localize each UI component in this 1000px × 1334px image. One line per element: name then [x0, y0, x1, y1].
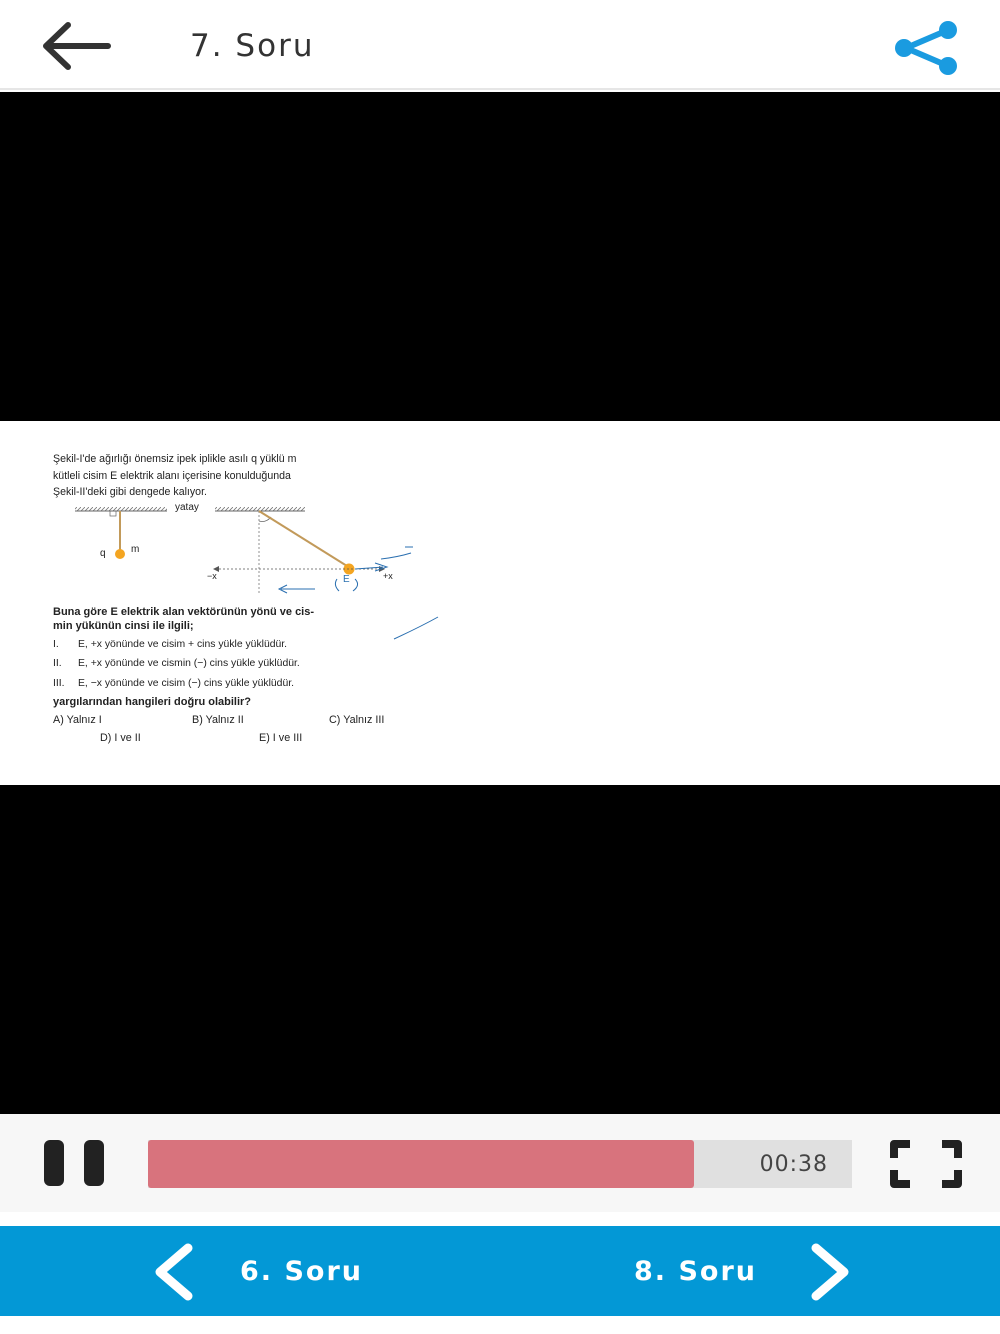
- pause-icon: [84, 1140, 104, 1186]
- next-question-button[interactable]: [620, 1226, 880, 1316]
- mass-label: m: [131, 543, 140, 555]
- question-ask: yargılarından hangileri doğru olabilir?: [53, 696, 252, 708]
- vector-label: E: [343, 573, 350, 585]
- prev-question-button[interactable]: [140, 1226, 400, 1316]
- video-player[interactable]: [0, 92, 1000, 1114]
- question-figure: [53, 503, 433, 599]
- prev-question-label: 6. Soru: [240, 1256, 363, 1287]
- plus-x-label: +x: [383, 570, 393, 581]
- statement-item: III. E, −x yönünde ve cisim (−) cins yükle yüklüdür.: [53, 677, 294, 689]
- fullscreen-button[interactable]: [890, 1140, 962, 1188]
- share-icon: [888, 18, 964, 78]
- charge-label: q: [100, 547, 106, 559]
- page-title: 7. Soru: [190, 28, 315, 64]
- pendulum-diagram: [53, 503, 433, 599]
- progress-fill: [148, 1140, 694, 1188]
- ceiling-label: yatay: [175, 501, 199, 513]
- option-c: C) Yalnız III: [329, 714, 385, 726]
- arrow-left-icon: [38, 21, 112, 71]
- question-nav: [0, 1226, 1000, 1316]
- option-d: D) I ve II: [100, 732, 141, 744]
- statement-item: II. E, +x yönünde ve cismin (−) cins yükle yüklüdür.: [53, 658, 300, 669]
- question-image: [0, 421, 1000, 785]
- handwritten-mark: [390, 605, 450, 645]
- chevron-right-icon: [806, 1242, 856, 1302]
- header-bar: [0, 0, 1000, 90]
- question-intro: Şekil-I'de ağırlığı önemsiz ipek iplikle asılı q yüklü m kütleli cisim E elektrik alanı içerisine konulduğunda Şekil-II'deki gibi dengede kalıyor.: [53, 453, 297, 498]
- answer-options: [53, 714, 423, 754]
- statement-list: [53, 635, 423, 694]
- progress-bar[interactable]: [148, 1140, 852, 1188]
- option-e: E) I ve III: [259, 732, 303, 744]
- minus-x-label: −x: [207, 570, 217, 581]
- statement-item: I. E, +x yönünde ve cisim + cins yükle yüklüdür.: [53, 638, 288, 650]
- time-display: 00:38: [759, 1152, 828, 1177]
- player-controls: [0, 1114, 1000, 1212]
- share-button[interactable]: [888, 18, 964, 78]
- pause-icon: [44, 1140, 64, 1186]
- back-button[interactable]: [30, 16, 120, 76]
- fullscreen-icon: [890, 1140, 962, 1188]
- next-question-label: 8. Soru: [634, 1256, 757, 1287]
- chevron-left-icon: [148, 1242, 198, 1302]
- pause-button[interactable]: [44, 1140, 106, 1186]
- question-content: [53, 451, 423, 754]
- option-a: A) Yalnız I: [53, 714, 102, 726]
- option-b: B) Yalnız II: [192, 714, 244, 726]
- question-stem: Buna göre E elektrik alan vektörünün yönü ve cis- min yükünün cinsi ile ilgili;: [53, 605, 315, 632]
